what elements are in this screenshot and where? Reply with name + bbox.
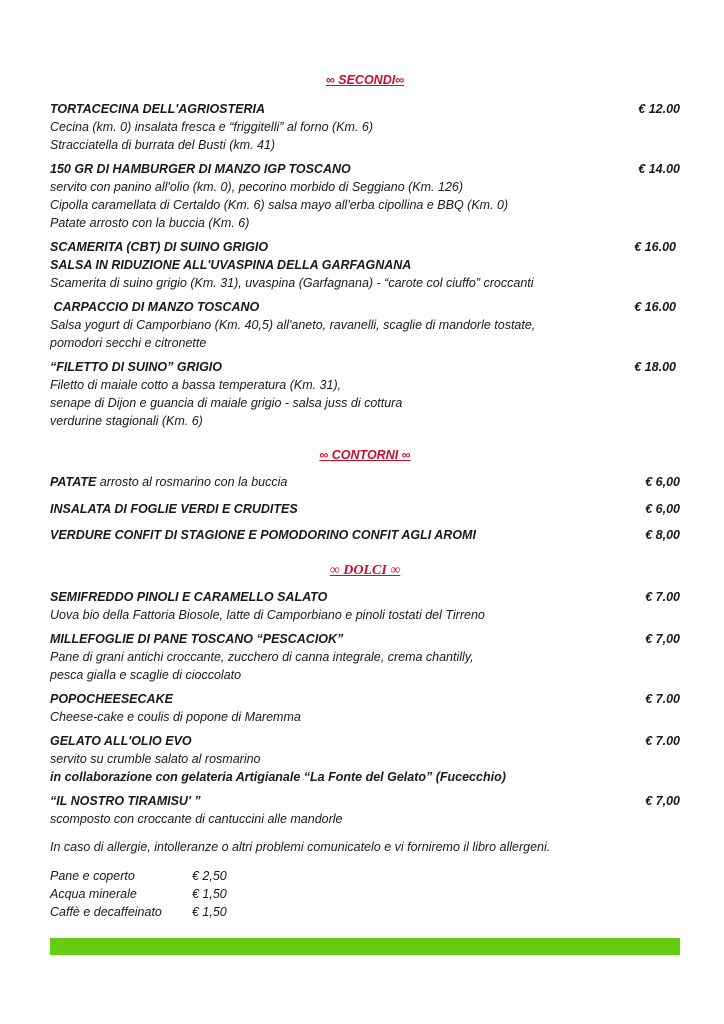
item-name: 150 GR DI HAMBURGER DI MANZO IGP TOSCANO [50, 162, 351, 176]
item-name: TORTACECINA DELL'AGRIOSTERIA [50, 102, 266, 116]
item-desc: Salsa yogurt di Camporbiano (Km. 40,5) all'aneto, ravanelli, scaglie di mandorle tostate, [50, 318, 536, 332]
item-desc: Scamerita di suino grigio (Km. 31), uvaspina (Garfagnana) - “carote col ciuffo” croccanti [50, 276, 534, 290]
item-price: € 12.00 [638, 102, 680, 116]
item-price: € 6,00 [645, 475, 680, 489]
item-price: € 8,00 [645, 528, 680, 542]
menu-item [50, 238, 680, 292]
item-collab-note: in collaborazione con gelateria Artigianale “La Fonte del Gelato” (Fucecchio) [50, 770, 506, 784]
extra-price: € 2,50 [192, 869, 227, 883]
allergy-note: In caso di allergie, intolleranze o altri problemi comunicatelo e vi forniremo il libro allergeni. [50, 840, 551, 854]
item-name: “FILETTO DI SUINO” GRIGIO [50, 360, 222, 374]
item-desc: Patate arrosto con la buccia (Km. 6) [50, 216, 250, 230]
menu-item [50, 100, 680, 154]
item-price: € 7.00 [645, 590, 680, 604]
item-name: PATATE [50, 475, 97, 489]
item-name: MILLEFOGLIE DI PANE TOSCANO “PESCACIOK” [50, 632, 344, 646]
item-desc: scomposto con croccante di cantuccini alle mandorle [50, 812, 343, 826]
item-price: € 14.00 [638, 162, 680, 176]
item-desc: pesca gialla e scaglie di cioccolato [50, 668, 242, 682]
item-price: € 16.00 [634, 300, 676, 314]
item-desc: Filetto di maiale cotto a bassa temperatura (Km. 31), [50, 378, 342, 392]
item-desc: Cipolla caramellata di Certaldo (Km. 6) salsa mayo all'erba cipollina e BBQ (Km. 0) [50, 198, 509, 212]
item-desc: Uova bio della Fattoria Biosole, latte di Camporbiano e pinoli tostati del Tirreno [50, 608, 485, 622]
section-title-dolci: ∞ DOLCI ∞ [329, 563, 401, 578]
item-name: CARPACCIO DI MANZO TOSCANO [50, 300, 260, 314]
item-price: € 16.00 [634, 240, 676, 254]
item-name: VERDURE CONFIT DI STAGIONE E POMODORINO CONFIT AGLI AROMI [50, 528, 476, 542]
menu-item [50, 792, 680, 828]
menu-item [50, 588, 680, 624]
menu-item [50, 732, 680, 786]
menu-item [50, 630, 680, 684]
item-desc: Pane di grani antichi croccante, zucchero di canna integrale, crema chantilly, [50, 650, 474, 664]
extra-label: Acqua minerale [50, 887, 137, 901]
extra-item [50, 885, 680, 903]
extras-list [50, 867, 680, 921]
menu-item [50, 500, 680, 518]
item-desc: verdurine stagionali (Km. 6) [50, 414, 203, 428]
extra-item [50, 867, 680, 885]
menu-item [50, 160, 680, 232]
menu-item [50, 526, 680, 544]
section-title-secondi: ∞ SECONDI∞ [325, 73, 405, 87]
item-desc: Cecina (km. 0) insalata fresca e “friggitelli” al forno (Km. 6) [50, 120, 374, 134]
item-name: GELATO ALL'OLIO EVO [50, 734, 192, 748]
item-name: SCAMERITA (CBT) DI SUINO GRIGIO [50, 240, 269, 254]
item-desc: Stracciatella di burrata del Busti (km. 41) [50, 138, 276, 152]
item-desc: servito su crumble salato al rosmarino [50, 752, 261, 766]
item-name: INSALATA DI FOGLIE VERDI E CRUDITES [50, 501, 298, 516]
extra-item [50, 903, 680, 921]
item-name: POPOCHEESECAKE [50, 692, 173, 706]
item-subname: SALSA IN RIDUZIONE ALL'UVASPINA DELLA GARFAGNANA [50, 258, 412, 272]
item-price: € 7.00 [645, 692, 680, 706]
extra-price: € 1,50 [192, 887, 227, 901]
item-price: € 18.00 [634, 360, 676, 374]
item-price: € 7,00 [645, 794, 680, 808]
item-desc: pomodori secchi e citronette [50, 336, 207, 350]
menu-item [50, 358, 680, 430]
item-price: € 6,00 [645, 501, 680, 516]
extra-label: Pane e coperto [50, 869, 135, 883]
item-desc: senape di Dijon e guancia di maiale grigio - salsa juss di cottura [50, 396, 403, 410]
menu-item [50, 298, 680, 352]
item-desc: arrosto al rosmarino con la buccia [96, 475, 288, 489]
menu-page [50, 71, 680, 921]
section-title-contorni: ∞ CONTORNI ∞ [319, 448, 411, 462]
menu-item [50, 473, 680, 491]
item-desc: Cheese-cake e coulis di popone di Maremma [50, 710, 301, 724]
menu-item [50, 690, 680, 726]
footer-green-bar [50, 938, 680, 955]
item-desc: servito con panino all'olio (km. 0), pecorino morbido di Seggiano (Km. 126) [50, 180, 464, 194]
extra-price: € 1,50 [192, 905, 227, 919]
extra-label: Caffè e decaffeinato [50, 905, 162, 919]
item-price: € 7,00 [645, 632, 680, 646]
item-name: “IL NOSTRO TIRAMISU' ” [50, 794, 201, 808]
item-price: € 7.00 [645, 734, 680, 748]
item-name: SEMIFREDDO PINOLI E CARAMELLO SALATO [50, 590, 328, 604]
